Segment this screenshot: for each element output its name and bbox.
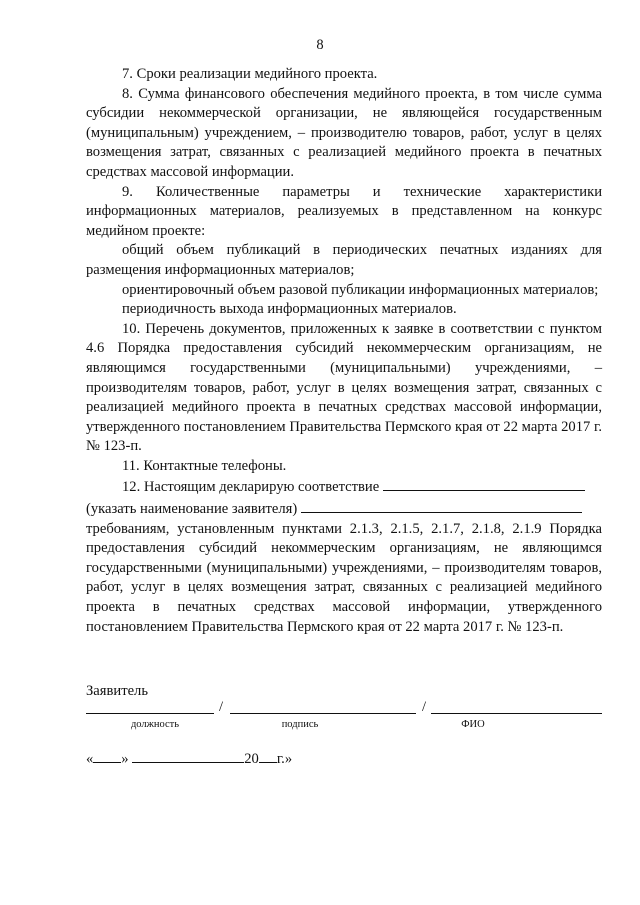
item-9-publication-volume: общий объем публикаций в периодических печатных изданиях для размещения информационных материалов; (86, 242, 602, 278)
year-suffix: г.» (276, 751, 293, 767)
full-name-fill-line[interactable] (431, 713, 602, 714)
item-12-hint-row (86, 498, 602, 520)
applicant-label: Заявитель (86, 683, 148, 699)
item-8-funding-amount: 8. Сумма финансового обеспечения медийного проекта, в том числе сумма субсидии некоммерческой организации, не являющейся государственным (муниципальным) учреждением, – производителю товаров, работ, услуг в целях возмещения затрат, связанных с реализацией медийного проекта в печатных средствах массовой информации. (86, 85, 602, 180)
form-body (86, 65, 602, 637)
year-prefix: 20 (244, 751, 259, 767)
separator-slash: / (219, 699, 224, 715)
signature-fill-line[interactable] (230, 713, 416, 714)
year-fill-line[interactable] (259, 749, 277, 763)
month-fill-line[interactable] (132, 749, 244, 763)
item-12-declaration-text: требованиям, установленным пунктами 2.1.3, 2.1.5, 2.1.7, 2.1.8, 2.1.9 Порядка предоставления субсидий некоммерческим организациям, не являющимся государственными (муниципальными) учреждениями, – производителям товаров, работ, услуг в целях возмещения затрат, связанных с реализацией медийного проекта в печатных средствах массовой информации, утвержденного постановлением Правительства Пермского края от 22 марта 2017 г. № 123-п. (86, 520, 602, 635)
date-row (86, 749, 292, 768)
page-number: 8 (316, 37, 324, 53)
separator-slash: / (422, 699, 427, 715)
position-fill-line[interactable] (86, 713, 214, 714)
date-open-quote: « (86, 751, 94, 767)
item-12-hint-text: (указать наименование заявителя) (86, 501, 298, 518)
item-9-parameters: 9. Количественные параметры и технические характеристики информационных материалов, реализуемых в представленном на конкурс медийном проекте: (86, 183, 602, 239)
item-11-contact-phones: 11. Контактные телефоны. (122, 457, 287, 474)
item-7-deadlines: 7. Сроки реализации медийного проекта. (122, 66, 378, 82)
date-close-quote: » (121, 751, 129, 767)
signature-row (86, 697, 602, 717)
day-fill-line[interactable] (93, 749, 121, 763)
full-name-caption: ФИО (461, 719, 485, 730)
applicant-name-fill-line[interactable] (383, 476, 585, 491)
item-9-single-publication-volume: ориентировочный объем разовой публикации информационных материалов; (122, 281, 599, 298)
item-12-lead-text: 12. Настоящим декларирую соответствие (122, 479, 380, 496)
item-12-declaration-lead (86, 476, 602, 498)
position-caption: должность (130, 719, 180, 730)
item-9-periodicity: периодичность выхода информационных материалов. (122, 301, 457, 318)
item-10-documents-list: 10. Перечень документов, приложенных к заявке в соответствии с пунктом 4.6 Порядка предоставления субсидий некоммерческим организациям, не являющимся государственными (муниципальными) учреждениями, – производителям товаров, работ, услуг в целях возмещения затрат, связанных с реализацией медийного проекта в печатных средствах массовой информации, утвержденного постановлением Правительства Пермского края от 22 марта 2017 г. № 123-п. (86, 320, 602, 455)
signature-caption: подпись (281, 719, 319, 730)
applicant-name-continuation-fill-line[interactable] (301, 498, 582, 513)
